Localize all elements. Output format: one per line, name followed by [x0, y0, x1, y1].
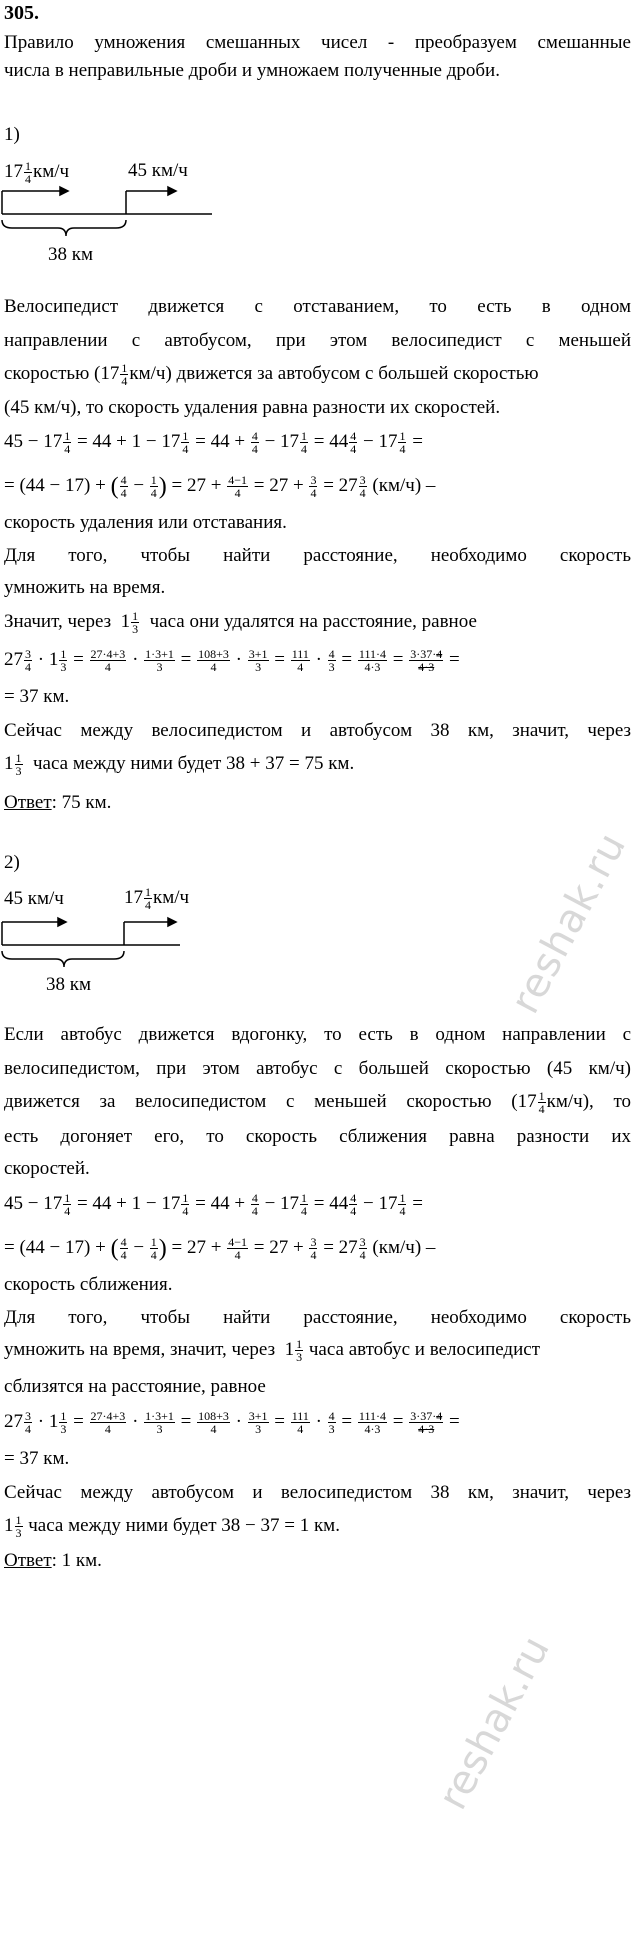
part1-para-2: направлении с автобусом, при этом велосипедист с меньшей [4, 330, 631, 351]
part1-para-1: Велосипедист движется с отставанием, то есть в одном [4, 296, 631, 317]
part2-label: 2) [4, 852, 20, 873]
part2-eq-2: = (44 − 17) + ( $\frac{4}{4}$ − $\frac{1}{4}$ ) = 27 + $\frac{4-1}{4}$ = 27 + $\frac{3}{4}$ = 27 $\frac{3}{4}$ (км/ч) – [4, 1235, 436, 1262]
part2-speed-left: 45 км/ч [4, 888, 64, 909]
exercise-number: 305. [4, 2, 39, 24]
part1-para-5: (45 км/ч), то скорость удаления равна разности их скоростей. [4, 397, 501, 418]
part2-answer: Ответ: 1 км. [4, 1550, 102, 1571]
part2-p4-2: 1 $\frac{1}{3}$ часа между ними будет 38 − 37 = 1 км. [4, 1513, 340, 1540]
part2-eq-1: 45 − 17 $\frac{1}{4}$ = 44 + 1 − 17 $\frac{1}{4}$ = 44 + $\frac{4}{4}$ − 17 $\frac{1}{4}$ = 44 $\frac{4}{4}$ − 17 $\frac{1}{4}$ = [4, 1191, 423, 1218]
part2-eq-tail: скорость сближения. [4, 1274, 173, 1295]
part2-p2-2: умножить на время, значит, через 1 $\frac{1}{3}$ часа автобус и велосипедист [4, 1337, 540, 1364]
part1-eq-3: 27 $\frac{3}{4}$ · 1 $\frac{1}{3}$ = $\frac{27\cdot 4+3}{4}$ · $\frac{1\cdot 3+1}{3}$ = $\frac{108+3}{4}$ · $\frac{3+1}{3}$ = $\frac{111}{4}$ · $\frac{4}{3}$ = $\frac{111\cdot 4}{4\cdot 3}$ = $\frac{3\cdot 37\cdot 4}{4\cdot 3}$ = [4, 647, 460, 674]
part2-para-3: движется за велосипедистом с меньшей скоростью (17 $\frac{1}{4}$ км/ч), то [4, 1089, 632, 1116]
part1-motion-diagram [0, 180, 220, 240]
part2-distance: 38 км [46, 974, 92, 995]
part1-eq-tail: скорость удаления или отставания. [4, 512, 287, 533]
part1-speed-right: 45 км/ч [128, 160, 188, 181]
part2-motion-diagram [0, 911, 220, 971]
part1-eq-3-end: = 37 км. [4, 686, 70, 707]
part2-p2-1: Для того, чтобы найти расстояние, необходимо скорость [4, 1307, 631, 1328]
part1-eq-2: = (44 − 17) + ( $\frac{4}{4}$ − $\frac{1}{4}$ ) = 27 + $\frac{4-1}{4}$ = 27 + $\frac{3}{4}$ = 27 $\frac{3}{4}$ (км/ч) – [4, 473, 436, 500]
intro-line-1: Правило умножения смешанных чисел - преобразуем смешанные [4, 32, 631, 53]
part1-p2-1: Для того, чтобы найти расстояние, необходимо скорость [4, 545, 631, 566]
watermark-2: reshak.ru [429, 1628, 559, 1818]
part2-p4-1: Сейчас между автобусом и велосипедистом 38 км, значит, через [4, 1482, 631, 1503]
part2-para-2: велосипедистом, при этом автобус с большей скоростью (45 км/ч) [4, 1058, 631, 1079]
intro-line-2: числа в неправильные дроби и умножаем полученные дроби. [4, 60, 500, 81]
part2-para-6: скоростей. [4, 1158, 90, 1179]
part2-para-1: Если автобус движется вдогонку, то есть в одном направлении с [4, 1024, 631, 1045]
part1-speed-left: 17 $\frac{1}{4}$ км/ч [4, 159, 70, 186]
part1-answer: Ответ: 75 км. [4, 792, 112, 813]
part2-eq-3: 27 $\frac{3}{4}$ · 1 $\frac{1}{3}$ = $\frac{27\cdot 4+3}{4}$ · $\frac{1\cdot 3+1}{3}$ = $\frac{108+3}{4}$ · $\frac{3+1}{3}$ = $\frac{111}{4}$ · $\frac{4}{3}$ = $\frac{111\cdot 4}{4\cdot 3}$ = $\frac{3\cdot 37\cdot 4}{4\cdot 3}$ = [4, 1409, 460, 1436]
part1-distance: 38 км [48, 244, 94, 265]
part1-p2-2: умножить на время. [4, 577, 166, 598]
part1-para-3: скоростью (17 $\frac{1}{4}$ км/ч) движется за автобусом с большей скоростью [4, 361, 539, 388]
part1-p4-2: 1 $\frac{1}{3}$ часа между ними будет 38 + 37 = 75 км. [4, 751, 355, 778]
part2-p2-4: сблизятся на расстояние, равное [4, 1376, 266, 1397]
part2-para-5: есть догоняет его, то скорость сближения равна разности их [4, 1126, 631, 1147]
part1-p3: Значит, через 1 $\frac{1}{3}$ часа они удалятся на расстояние, равное [4, 609, 477, 636]
part1-p4-1: Сейчас между велосипедистом и автобусом 38 км, значит, через [4, 720, 631, 741]
part1-label: 1) [4, 124, 20, 145]
part2-speed-right: 17 $\frac{1}{4}$ км/ч [124, 885, 190, 912]
part2-eq-3-end: = 37 км. [4, 1448, 70, 1469]
part1-eq-1: 45 − 17 $\frac{1}{4}$ = 44 + 1 − 17 $\frac{1}{4}$ = 44 + $\frac{4}{4}$ − 17 $\frac{1}{4}$ = 44 $\frac{4}{4}$ − 17 $\frac{1}{4}$ = [4, 429, 423, 456]
watermark: reshak.ru [502, 824, 635, 1022]
